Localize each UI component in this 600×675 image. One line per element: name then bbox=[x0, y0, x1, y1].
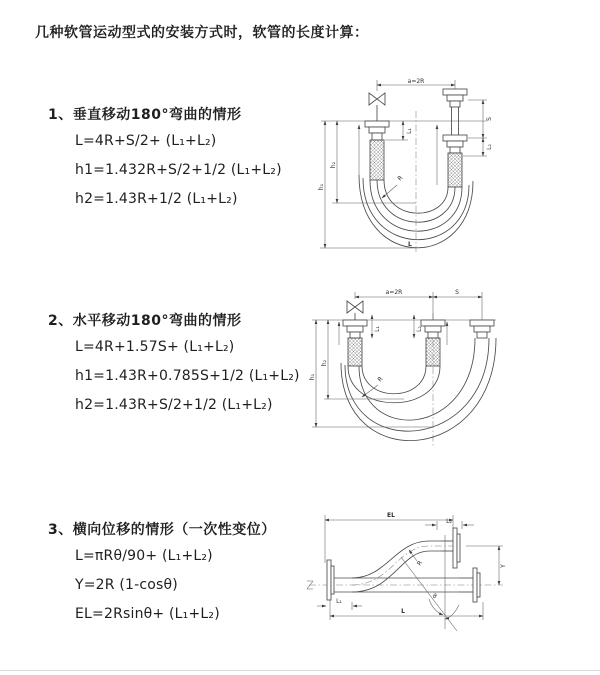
middle-pipe-fitting bbox=[421, 320, 445, 366]
dim-label-y: Y bbox=[500, 564, 507, 568]
dim-label-h2: h₂ bbox=[321, 359, 328, 367]
dimension-lines bbox=[312, 292, 482, 427]
left-pipe-fitting bbox=[343, 320, 367, 366]
left-flange-fitting bbox=[327, 560, 352, 600]
formula-h2-2: h2=1.43R+S/2+1/2 (L₁+L₂) bbox=[75, 397, 273, 413]
formula-L-1: L=4R+S/2+ (L₁+L₂) bbox=[75, 133, 217, 149]
dim-label-h1: h₁ bbox=[318, 183, 325, 191]
u-bend-hose-arcs bbox=[341, 338, 496, 441]
dim-label-a2r: a=2R bbox=[407, 78, 425, 85]
radius-leader bbox=[409, 550, 417, 561]
page-title: 几种软管运动型式的安装方式时，软管的长度计算： bbox=[35, 25, 369, 41]
formula-h1-2: h1=1.43R+0.785S+1/2 (L₁+L₂) bbox=[75, 368, 300, 384]
formula-EL-3: EL=2Rsinθ+ (L₁+L₂) bbox=[75, 606, 220, 622]
radius-label: R bbox=[396, 174, 405, 183]
valve-icon bbox=[369, 93, 385, 121]
braided-hose-section bbox=[426, 338, 440, 366]
dim-label-l1: L₁ bbox=[336, 598, 342, 605]
dim-label-l2: L₂ bbox=[486, 144, 493, 150]
section-2-heading: 2、水平移动180°弯曲的情形 bbox=[48, 313, 242, 329]
right-pipe-fitting bbox=[470, 320, 494, 338]
braided-hose-section bbox=[370, 140, 384, 180]
formula-Y-3: Y=2R (1-cosθ) bbox=[75, 577, 178, 593]
dimension-lines bbox=[317, 515, 499, 620]
s-curve-hose-displaced-position bbox=[352, 541, 453, 592]
diagram-vertical-180-bend bbox=[315, 75, 560, 255]
angle-construction-lines bbox=[401, 535, 459, 631]
right-pipe-fitting bbox=[443, 89, 467, 187]
dim-label-a2r: a=2R bbox=[385, 289, 403, 296]
radius-label: R bbox=[415, 559, 425, 568]
valve-icon bbox=[347, 301, 363, 320]
section-lateral-displacement bbox=[48, 519, 276, 635]
left-pipe-fitting bbox=[365, 121, 389, 180]
angle-label: θ bbox=[433, 593, 437, 600]
dim-label-l1: L₁ bbox=[406, 128, 413, 134]
dim-label-h1: h₁ bbox=[309, 373, 316, 381]
section-horizontal-180 bbox=[48, 310, 300, 426]
diagram-lateral-displacement bbox=[303, 503, 593, 663]
page-bottom-edge bbox=[0, 670, 600, 671]
dim-label-s: S bbox=[455, 289, 459, 296]
braided-hose-section bbox=[348, 338, 362, 366]
radius-label: R bbox=[376, 375, 385, 384]
formula-L-2: L=4R+1.57S+ (L₁+L₂) bbox=[75, 339, 235, 355]
formula-h1-1: h1=1.432R+S/2+1/2 (L₁+L₂) bbox=[75, 162, 282, 178]
length-label: L bbox=[401, 608, 405, 615]
dim-label-s: S bbox=[486, 117, 493, 121]
section-vertical-180 bbox=[48, 104, 282, 220]
diagram-horizontal-180-bend bbox=[308, 285, 570, 457]
upper-right-flange-fitting bbox=[441, 528, 460, 568]
radius-leader bbox=[362, 385, 378, 397]
braided-hose-section bbox=[448, 153, 462, 187]
dim-label-l2: L₂ bbox=[446, 518, 452, 525]
section-1-heading: 1、垂直移动180°弯曲的情形 bbox=[48, 107, 242, 123]
length-label: L bbox=[408, 241, 412, 248]
formula-h2-1: h2=1.43R+1/2 (L₁+L₂) bbox=[75, 191, 238, 207]
dim-label-l2: L₂ bbox=[416, 326, 423, 332]
dim-label-el: EL bbox=[387, 512, 395, 519]
formula-L-3: L=πRθ/90+ (L₁+L₂) bbox=[75, 548, 213, 564]
dim-label-l1: L₁ bbox=[374, 326, 381, 332]
dim-label-h2: h₂ bbox=[330, 161, 337, 169]
section-3-heading: 3、横向位移的情形（一次性变位） bbox=[48, 522, 276, 538]
